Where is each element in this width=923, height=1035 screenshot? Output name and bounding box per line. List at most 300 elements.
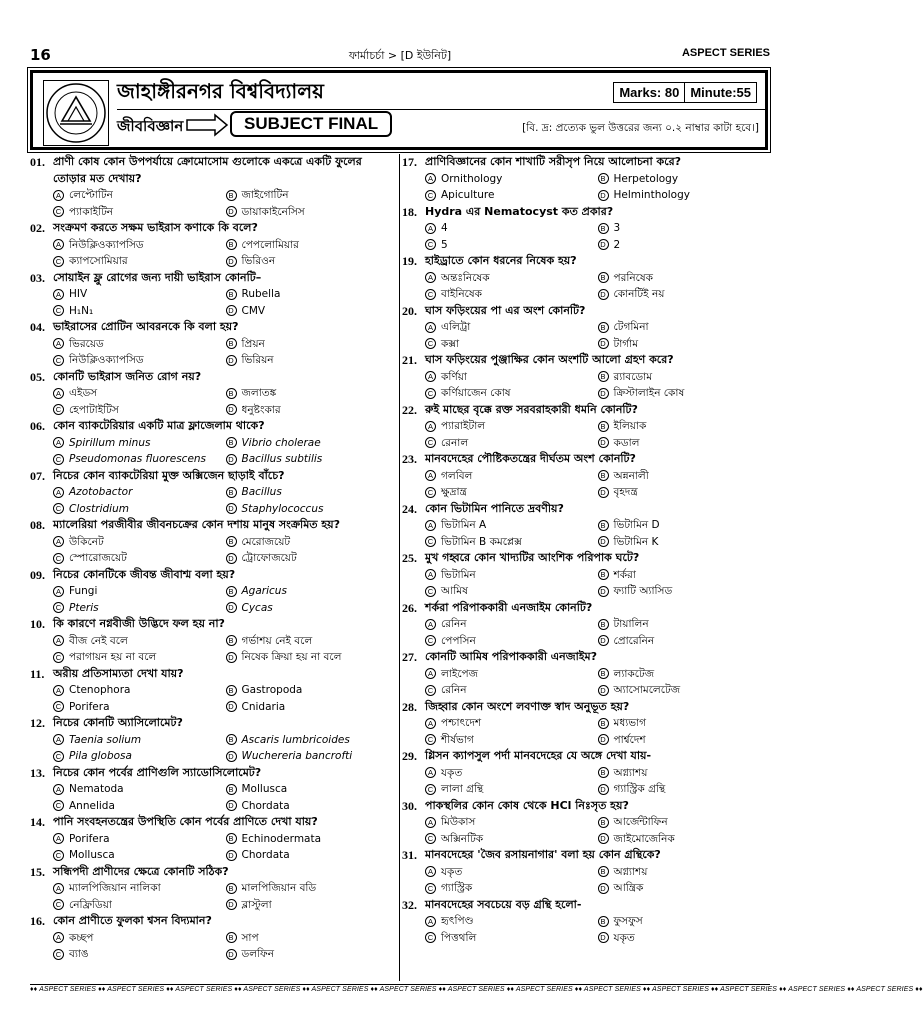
option-letter-circle: A: [53, 289, 64, 300]
question-number: 09.: [30, 567, 45, 582]
option-c[interactable]: [425, 732, 598, 749]
option-a[interactable]: [53, 435, 226, 452]
options-grid: [402, 616, 770, 649]
question-text: গ্লিসন ক্যাপসুল পর্দা মানবদেহের যে অঙ্গে দেখা যায়-: [425, 749, 652, 762]
option-text: নিষেক ক্রিয়া হয় না বলে: [241, 651, 342, 663]
option-letter-circle: A: [425, 272, 436, 283]
option-letter-circle: D: [226, 850, 237, 861]
marks-box: [613, 82, 757, 103]
options-grid: [30, 286, 398, 319]
options-grid: [30, 583, 398, 616]
option-d[interactable]: [226, 204, 399, 221]
option-text: আমিষ: [441, 585, 468, 597]
option-b[interactable]: [598, 913, 771, 930]
option-letter-circle: A: [425, 470, 436, 481]
question-number: 17.: [402, 155, 417, 169]
option-d[interactable]: [598, 880, 771, 897]
option-letter-circle: B: [598, 866, 609, 877]
option-text: পশ্চাৎদেশ: [441, 717, 482, 729]
option-c[interactable]: [425, 880, 598, 897]
question-number: 08.: [30, 518, 45, 532]
option-c[interactable]: [425, 385, 598, 402]
option-c[interactable]: [425, 286, 598, 303]
option-letter-circle: B: [226, 635, 237, 646]
option-d[interactable]: [598, 732, 771, 749]
option-d[interactable]: [226, 402, 399, 419]
option-b[interactable]: [226, 682, 399, 699]
option-text: Chordata: [241, 799, 290, 812]
option-b[interactable]: [226, 336, 399, 353]
option-c[interactable]: [53, 253, 226, 270]
option-d[interactable]: [226, 501, 399, 518]
option-c[interactable]: [53, 699, 226, 716]
question-text-row: [30, 913, 398, 930]
question-number: 26.: [402, 600, 417, 615]
option-c[interactable]: [53, 946, 226, 963]
option-c[interactable]: [425, 534, 598, 551]
option-text: লাইপেজ: [441, 667, 479, 680]
option-a[interactable]: [425, 468, 598, 485]
question-text: ঘাস ফড়িংয়ের পা এর অংশ কোনটি?: [425, 303, 586, 317]
option-b[interactable]: [226, 237, 399, 254]
option-letter-circle: A: [425, 817, 436, 828]
option-d[interactable]: [226, 897, 399, 914]
question-text-row: [30, 517, 398, 534]
option-text: উকিনেট: [69, 535, 104, 548]
question-text: সংক্রমণ করতে সক্ষম ভাইরাস কণাকে কি বলে?: [53, 221, 258, 234]
option-letter-circle: A: [425, 619, 436, 630]
option-text: Ornithology: [441, 172, 503, 185]
options-grid: [30, 781, 398, 814]
options-grid: [402, 913, 770, 946]
option-d[interactable]: [226, 550, 399, 567]
question-text: পাকস্থলির কোন কোষ থেকে HCl নিঃসৃত হয়?: [425, 798, 629, 812]
question-text: সোয়াইন ফ্লু রোগের জন্য দায়ী ভাইরাস কোনটি–: [53, 270, 262, 284]
option-b[interactable]: [598, 567, 771, 584]
options-grid: [30, 682, 398, 715]
option-letter-circle: C: [425, 289, 436, 300]
option-a[interactable]: [425, 171, 598, 188]
question-text-row: [402, 501, 770, 518]
question-text-row: [30, 814, 398, 831]
question-text-row: [402, 352, 770, 369]
option-a[interactable]: [425, 369, 598, 386]
question-item: [402, 897, 770, 947]
option-text: কর্ণিয়া: [441, 370, 467, 383]
question-number: 13.: [30, 765, 45, 780]
option-text: প্যারাইটাল: [441, 420, 486, 432]
option-c[interactable]: [425, 682, 598, 699]
question-text-row: [30, 715, 398, 732]
option-d[interactable]: [598, 583, 771, 600]
option-c[interactable]: [53, 649, 226, 666]
option-text: বৃহদন্ত্র: [613, 486, 638, 498]
option-c[interactable]: [53, 897, 226, 914]
option-c[interactable]: [425, 583, 598, 600]
option-text: Spirillum minus: [69, 436, 151, 449]
option-text: Helminthology: [613, 189, 690, 201]
question-item: [30, 517, 398, 567]
question-item: [402, 154, 770, 204]
option-letter-circle: A: [425, 421, 436, 432]
option-text: প্রোরেনিন: [613, 634, 655, 647]
option-d[interactable]: [598, 286, 771, 303]
option-c[interactable]: [425, 435, 598, 452]
option-letter-circle: A: [425, 520, 436, 531]
option-b[interactable]: [226, 781, 399, 798]
option-letter-circle: B: [226, 190, 237, 201]
option-a[interactable]: [53, 336, 226, 353]
option-d[interactable]: [598, 831, 771, 848]
option-b[interactable]: [226, 880, 399, 897]
university-logo: [43, 80, 109, 146]
option-text: ভিরিয়ন: [241, 354, 274, 366]
option-a[interactable]: [53, 187, 226, 204]
option-text: কর্ণিয়াজেন কোষ: [441, 387, 511, 399]
option-d[interactable]: [598, 435, 771, 452]
option-letter-circle: C: [53, 602, 64, 613]
option-text: Vibrio cholerae: [241, 436, 321, 449]
option-text: গলবিল: [441, 469, 473, 482]
option-c[interactable]: [425, 484, 598, 501]
option-text: স্পোরোজয়েট: [69, 552, 127, 564]
option-a[interactable]: [425, 616, 598, 633]
option-text: কক্সা: [441, 337, 460, 350]
option-letter-circle: A: [53, 437, 64, 448]
question-text: অরীয় প্রতিসাম্যতা দেখা যায়?: [53, 666, 184, 680]
option-a[interactable]: [53, 534, 226, 551]
options-grid: [30, 534, 398, 567]
option-letter-circle: B: [598, 916, 609, 927]
option-letter-circle: C: [53, 553, 64, 564]
option-letter-circle: B: [226, 536, 237, 547]
option-a[interactable]: [425, 913, 598, 930]
option-a[interactable]: [53, 484, 226, 501]
option-d[interactable]: [226, 352, 399, 369]
option-d[interactable]: [226, 451, 399, 468]
option-letter-circle: D: [598, 487, 609, 498]
option-b[interactable]: [226, 930, 399, 947]
option-letter-circle: C: [425, 388, 436, 399]
option-d[interactable]: [598, 633, 771, 650]
option-b[interactable]: [226, 435, 399, 452]
option-d[interactable]: [226, 748, 399, 765]
question-text: মানবদেহের সবচেয়ে বড় গ্রন্থি হলো-: [425, 897, 582, 911]
footer-band: ♦♦ ASPECT SERIES ♦♦ ASPECT SERIES ♦♦ ASPECT SERIES ♦♦ ASPECT SERIES ♦♦ ASPECT SERIES ♦♦ ASPECT SERIES ♦♦ ASPECT SERIES ♦♦ ASPECT SERIES ♦♦ ASPECT SERIES ♦♦ ASPECT SERIES ♦♦ ASPECT SERIES ♦♦ ASPECT SERIES ♦♦ ASPECT SERIES ♦♦: [30, 986, 923, 993]
option-d[interactable]: [226, 600, 399, 617]
option-a[interactable]: [425, 220, 598, 237]
question-number: 07.: [30, 468, 45, 483]
option-d[interactable]: [226, 699, 399, 716]
question-item: [30, 616, 398, 666]
question-text: প্রাণিবিজ্ঞানের কোন শাখাটি সরীসৃপ নিয়ে আলোচনা করে?: [425, 155, 682, 168]
option-text: প্রিয়ন: [241, 337, 265, 350]
option-a[interactable]: [425, 765, 598, 782]
option-letter-circle: A: [425, 718, 436, 729]
exam-title: SUBJECT FINAL: [230, 111, 392, 137]
option-a[interactable]: [53, 237, 226, 254]
option-letter-circle: A: [53, 487, 64, 498]
option-c[interactable]: [425, 831, 598, 848]
option-letter-circle: A: [425, 322, 436, 333]
option-c[interactable]: [425, 336, 598, 353]
option-letter-circle: D: [226, 206, 237, 217]
option-b[interactable]: [226, 583, 399, 600]
option-text: এইডস: [69, 387, 98, 399]
subject-name: জীববিজ্ঞান: [117, 117, 184, 135]
option-text: Ctenophora: [69, 684, 131, 696]
option-d[interactable]: [598, 237, 771, 254]
question-item: [30, 765, 398, 815]
option-a[interactable]: [53, 682, 226, 699]
option-b[interactable]: [598, 616, 771, 633]
option-d[interactable]: [226, 946, 399, 963]
option-letter-circle: C: [425, 734, 436, 745]
options-grid: [402, 666, 770, 699]
option-a[interactable]: [53, 385, 226, 402]
question-number: 32.: [402, 897, 417, 912]
option-c[interactable]: [425, 237, 598, 254]
option-c[interactable]: [53, 550, 226, 567]
option-text: Herpetology: [613, 172, 679, 185]
option-text: পরনিষেক: [613, 271, 654, 284]
option-letter-circle: A: [53, 932, 64, 943]
option-text: রেনাল: [441, 436, 469, 449]
option-a[interactable]: [425, 666, 598, 683]
option-b[interactable]: [598, 814, 771, 831]
option-d[interactable]: [226, 649, 399, 666]
option-text: অ্যাসোমলেটেজ: [613, 684, 681, 696]
option-b[interactable]: [226, 286, 399, 303]
option-text: Annelida: [69, 799, 115, 812]
option-c[interactable]: [425, 633, 598, 650]
question-item: [30, 715, 398, 765]
option-letter-circle: A: [53, 784, 64, 795]
option-c[interactable]: [425, 930, 598, 947]
option-letter-circle: D: [598, 784, 609, 795]
option-letter-circle: B: [226, 932, 237, 943]
option-d[interactable]: [226, 253, 399, 270]
option-c[interactable]: [53, 303, 226, 320]
question-text: কোনটি ভাইরাস জনিত রোগ নয়?: [53, 369, 202, 383]
option-a[interactable]: [425, 864, 598, 881]
option-b[interactable]: [598, 864, 771, 881]
option-b[interactable]: [598, 319, 771, 336]
option-letter-circle: B: [598, 470, 609, 481]
option-a[interactable]: [53, 781, 226, 798]
question-text-row: [30, 765, 398, 782]
option-a[interactable]: [425, 567, 598, 584]
option-text: ক্রিস্টালাইন কোষ: [613, 387, 685, 399]
option-b[interactable]: [598, 715, 771, 732]
option-b[interactable]: [226, 831, 399, 848]
option-a[interactable]: [53, 732, 226, 749]
option-b[interactable]: [226, 633, 399, 650]
option-letter-circle: B: [598, 817, 609, 828]
option-b[interactable]: [598, 468, 771, 485]
option-text: ধনুষ্টংকার: [241, 403, 281, 416]
left-column: [30, 154, 398, 963]
marks-value: Marks: 80: [619, 85, 680, 100]
question-text-row: [30, 270, 398, 287]
option-c[interactable]: [425, 187, 598, 204]
option-text: গ্যাস্ট্রিক গ্রন্থি: [613, 783, 666, 795]
option-b[interactable]: [598, 220, 771, 237]
option-letter-circle: D: [598, 536, 609, 547]
option-a[interactable]: [53, 633, 226, 650]
option-text: অগ্ন্যাশয়: [613, 865, 648, 878]
option-letter-circle: C: [425, 487, 436, 498]
option-c[interactable]: [425, 781, 598, 798]
university-name: জাহাঙ্গীরনগর বিশ্ববিদ্যালয়: [117, 79, 324, 103]
question-number: 24.: [402, 501, 417, 516]
option-text: জলাতঙ্ক: [241, 387, 277, 399]
option-a[interactable]: [53, 583, 226, 600]
option-c[interactable]: [53, 600, 226, 617]
question-item: [402, 699, 770, 749]
option-d[interactable]: [226, 798, 399, 815]
option-text: পেপসিন: [441, 634, 476, 647]
option-a[interactable]: [425, 418, 598, 435]
option-c[interactable]: [53, 748, 226, 765]
option-d[interactable]: [598, 484, 771, 501]
exam-header: [30, 70, 768, 150]
option-text: ভিটামিন A: [441, 519, 487, 531]
option-letter-circle: A: [53, 883, 64, 894]
question-number: 28.: [402, 699, 417, 714]
options-grid: [402, 765, 770, 798]
option-letter-circle: C: [425, 586, 436, 597]
option-text: Gastropoda: [241, 684, 303, 696]
option-c[interactable]: [53, 847, 226, 864]
option-text: Pila globosa: [69, 750, 132, 762]
question-item: [30, 319, 398, 369]
option-text: ল্যাকটেজ: [613, 667, 655, 680]
option-letter-circle: D: [226, 503, 237, 514]
option-letter-circle: A: [53, 536, 64, 547]
option-text: Clostridium: [69, 502, 129, 515]
option-text: পেপলোমিয়ার: [241, 238, 299, 251]
option-a[interactable]: [425, 319, 598, 336]
question-number: 14.: [30, 815, 45, 829]
option-letter-circle: C: [53, 404, 64, 415]
logo-icon: [44, 81, 108, 145]
question-item: [402, 649, 770, 699]
options-grid: [30, 484, 398, 517]
option-letter-circle: C: [53, 503, 64, 514]
option-letter-circle: D: [226, 701, 237, 712]
options-grid: [30, 336, 398, 369]
question-text-row: [30, 567, 398, 584]
option-c[interactable]: [53, 798, 226, 815]
option-d[interactable]: [226, 303, 399, 320]
option-text: ভিটামিন D: [613, 519, 660, 531]
option-b[interactable]: [598, 765, 771, 782]
option-text: 5: [441, 238, 448, 251]
option-text: ভিরয়েড: [69, 337, 104, 350]
question-text: কি কারণে নগ্নবীজী উদ্ভিদে ফল হয় না?: [53, 617, 225, 630]
option-b[interactable]: [226, 187, 399, 204]
option-b[interactable]: [598, 517, 771, 534]
question-item: [402, 501, 770, 551]
option-a[interactable]: [425, 814, 598, 831]
option-letter-circle: C: [53, 652, 64, 663]
option-text: Mollusca: [69, 849, 115, 861]
option-b[interactable]: [226, 534, 399, 551]
option-a[interactable]: [53, 831, 226, 848]
option-b[interactable]: [598, 171, 771, 188]
option-letter-circle: A: [53, 239, 64, 250]
option-d[interactable]: [598, 930, 771, 947]
option-letter-circle: B: [598, 767, 609, 778]
option-b[interactable]: [598, 418, 771, 435]
question-item: [402, 204, 770, 254]
option-text: যকৃত: [441, 865, 463, 878]
question-item: [30, 666, 398, 716]
option-d[interactable]: [598, 682, 771, 699]
option-text: ডলফিন: [241, 948, 274, 960]
option-d[interactable]: [598, 385, 771, 402]
option-letter-circle: C: [425, 784, 436, 795]
option-c[interactable]: [53, 204, 226, 221]
option-text: অন্ননালী: [613, 469, 649, 482]
option-letter-circle: A: [425, 223, 436, 234]
option-letter-circle: B: [226, 437, 237, 448]
options-grid: [402, 567, 770, 600]
option-a[interactable]: [53, 286, 226, 303]
option-c[interactable]: [53, 402, 226, 419]
question-item: [402, 451, 770, 501]
option-a[interactable]: [53, 930, 226, 947]
option-a[interactable]: [425, 517, 598, 534]
option-c[interactable]: [53, 451, 226, 468]
option-b[interactable]: [598, 666, 771, 683]
option-b[interactable]: [598, 369, 771, 386]
question-text-row: [402, 600, 770, 617]
option-text: ভিটামিন: [441, 568, 476, 581]
option-a[interactable]: [425, 270, 598, 287]
option-a[interactable]: [425, 715, 598, 732]
option-d[interactable]: [598, 781, 771, 798]
option-c[interactable]: [53, 501, 226, 518]
question-text: ভাইরাসের প্রোটিন আবরনকে কি বলা হয়?: [53, 320, 239, 333]
option-b[interactable]: [226, 732, 399, 749]
option-d[interactable]: [598, 187, 771, 204]
option-b[interactable]: [226, 385, 399, 402]
option-text: শীর্ষভাগ: [441, 733, 474, 746]
option-text: প্যাকাইটিন: [69, 205, 114, 218]
option-a[interactable]: [53, 880, 226, 897]
question-text-row: [402, 847, 770, 864]
option-text: Nematoda: [69, 783, 124, 795]
option-text: 3: [613, 222, 621, 234]
option-b[interactable]: [226, 484, 399, 501]
question-item: [30, 468, 398, 518]
option-letter-circle: D: [598, 437, 609, 448]
option-text: ভিরিওন: [241, 255, 276, 267]
options-grid: [30, 187, 398, 220]
option-b[interactable]: [598, 270, 771, 287]
option-text: পিত্তথলি: [441, 931, 477, 944]
option-letter-circle: A: [425, 916, 436, 927]
option-c[interactable]: [53, 352, 226, 369]
question-item: [402, 600, 770, 650]
option-text: জাইমোজেনিক: [613, 832, 675, 845]
option-d[interactable]: [598, 336, 771, 353]
options-grid: [402, 319, 770, 352]
option-d[interactable]: [598, 534, 771, 551]
option-d[interactable]: [226, 847, 399, 864]
